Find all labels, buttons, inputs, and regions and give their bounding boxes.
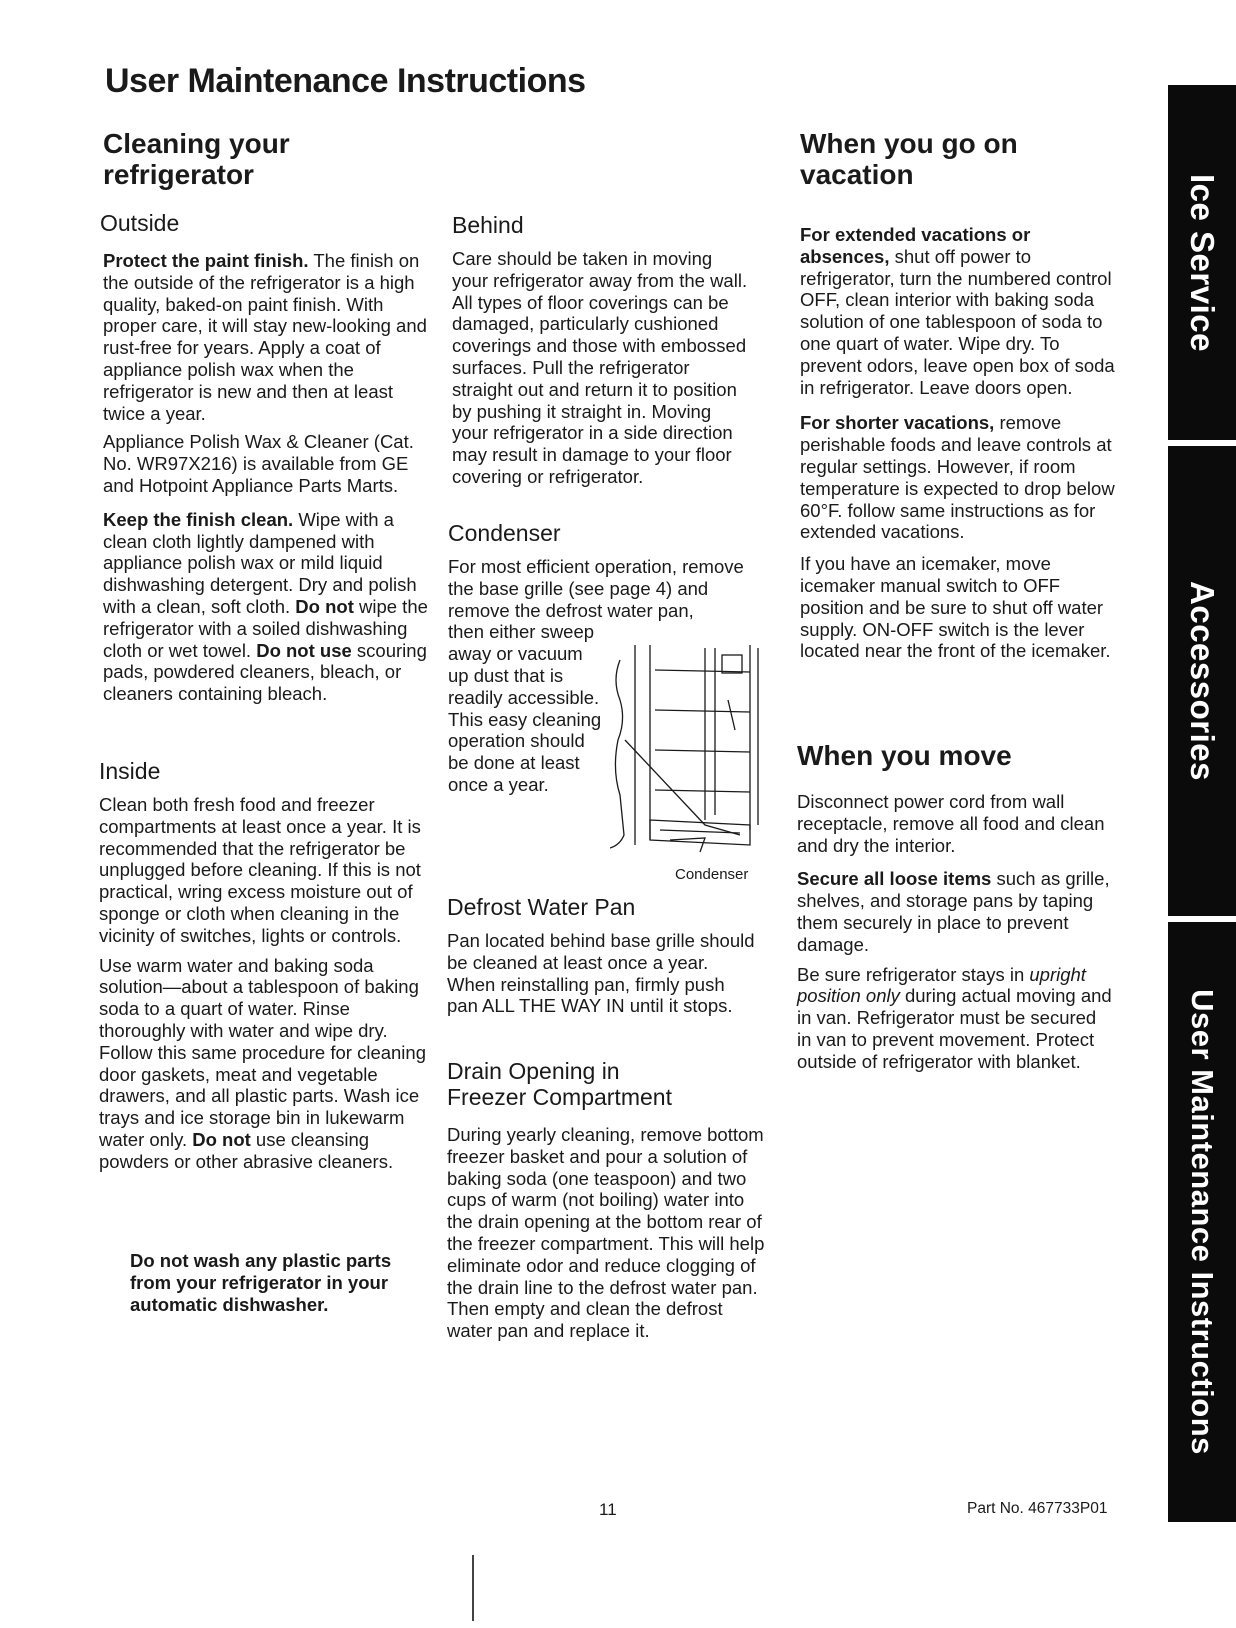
- move-paragraph-1: Disconnect power cord from wall receptacle, remove all food and clean and dry the interior.: [797, 791, 1105, 856]
- vacation-extended: For extended vacations or absences, shut off power to refrigerator, turn the numbered control OFF, clean interior with baking soda solution of one tablespoon of soda to one quart of water. Wipe dry. To prevent odors, leave open box of soda in refrigerator. Leave doors open.: [800, 224, 1115, 398]
- page-number: 11: [599, 1500, 617, 1519]
- drain-section: [447, 1058, 772, 1342]
- inside-paragraph-2: Use warm water and baking soda solution—about a tablespoon of baking soda to a quart of water. Rinse thoroughly with water and wipe dry. Follow this same procedure for cleaning door gaskets, meat and vegetable drawers, and all plastic parts. Wash ice trays and ice storage bin in lukewarm water only. Do not use cleansing powders or other abrasive cleaners.: [99, 954, 426, 1172]
- condenser-heading: Condenser: [448, 520, 561, 546]
- outside-paragraph-1: Protect the paint finish. The finish on the outside of the refrigerator is a high quality, baked-on paint finish. With proper care, it will stay new-looking and rust-free for years. Apply a coat of appliance polish wax when the refrigerator is new and then at least twice a year.: [103, 250, 427, 424]
- outside-paragraph-2: Appliance Polish Wax & Cleaner (Cat. No. WR97X216) is available from GE and Hotpoint Appliance Parts Marts.: [103, 431, 414, 496]
- move-section: [797, 791, 1112, 1073]
- defrost-pan-section: [447, 894, 757, 1017]
- vacation-shorter: For shorter vacations, remove perishable foods and leave controls at regular settings. However, if room temperature is expected to drop below 60°F. follow same instructions as for extended vacations.: [800, 412, 1115, 543]
- tab-user-maintenance[interactable]: User Maintenance Instructions: [1168, 922, 1236, 1522]
- condenser-wrap-text: then either sweep away or vacuum up dust that is readily accessible. This easy cleaning operation should be done at least once a year.: [448, 621, 602, 795]
- tab-accessories[interactable]: Accessories: [1168, 446, 1236, 916]
- move-paragraph-2: Secure all loose items such as grille, shelves, and storage pans by taping them securely in place to prevent damage.: [797, 868, 1110, 955]
- tab-ice-service[interactable]: Ice Service: [1168, 85, 1236, 440]
- binding-mark: [472, 1555, 474, 1621]
- defrost-pan-paragraph: Pan located behind base grille should be cleaned at least once a year. When reinstalling pan, firmly push pan ALL THE WAY IN until it stops.: [447, 930, 755, 1017]
- behind-heading: Behind: [452, 212, 524, 238]
- behind-section: [452, 212, 752, 488]
- vacation-section: [800, 224, 1120, 662]
- move-heading: When you move: [797, 740, 1012, 771]
- move-paragraph-3: Be sure refrigerator stays in upright position only during actual moving and in van. Refrigerator must be secured in van to prevent movement. Protect outside of refrigerator with blanket.: [797, 963, 1112, 1072]
- inside-section: [99, 758, 429, 1173]
- vacation-icemaker: If you have an icemaker, move icemaker manual switch to OFF position and be sure to shut off water supply. ON-OFF switch is the lever located near the front of the icemaker.: [800, 553, 1111, 662]
- condenser-caption: Condenser: [675, 866, 749, 883]
- cleaning-heading: Cleaning your refrigerator: [103, 128, 290, 190]
- outside-paragraph-3: Keep the finish clean. Wipe with a clean cloth lightly dampened with appliance polish wax or mild liquid dishwashing detergent. Dry and polish with a clean, soft cloth. Do not wipe the refrigerator with a soiled dishwashing cloth or wet towel. Do not use scouring pads, powdered cleaners, bleach, or cleaners containing bleach.: [103, 508, 428, 705]
- page-title: User Maintenance Instructions: [105, 62, 586, 100]
- part-number: Part No. 467733P01: [967, 1500, 1108, 1517]
- outside-heading: Outside: [100, 210, 180, 236]
- inside-heading: Inside: [99, 758, 161, 784]
- defrost-pan-heading: Defrost Water Pan: [447, 894, 636, 920]
- outside-section: [100, 210, 433, 705]
- drain-heading: Drain Opening in Freezer Compartment: [447, 1058, 672, 1110]
- dishwasher-warning: Do not wash any plastic parts from your refrigerator in your automatic dishwasher.: [130, 1250, 392, 1315]
- condenser-illustration: [610, 640, 768, 855]
- condenser-paragraph: For most efficient operation, remove the base grille (see page 4) and remove the defrost water pan,: [448, 556, 744, 621]
- behind-paragraph: Care should be taken in moving your refrigerator away from the wall. All types of floor coverings can be damaged, particularly cushioned coverings and those with embossed surfaces. Pull the refrigerator straight out and return it to position by pushing it straight in. Moving your refrigerator in a side direction may result in damage to your floor covering or refrigerator.: [452, 248, 748, 487]
- drain-paragraph: During yearly cleaning, remove bottom freezer basket and pour a solution of baking soda (one teaspoon) and two cups of warm (not boiling) water into the drain opening at the bottom rear of the freezer compartment. This will help eliminate odor and reduce clogging of the drain line to the defrost water pan. Then empty and clean the defrost water pan and replace it.: [447, 1124, 765, 1342]
- vacation-heading: When you go on vacation: [800, 128, 1018, 190]
- inside-paragraph-1: Clean both fresh food and freezer compartments at least once a year. It is recommended that the refrigerator be unplugged before cleaning. If this is not practical, wring excess moisture out of sponge or cloth when cleaning in the vicinity of switches, lights or controls.: [99, 794, 421, 946]
